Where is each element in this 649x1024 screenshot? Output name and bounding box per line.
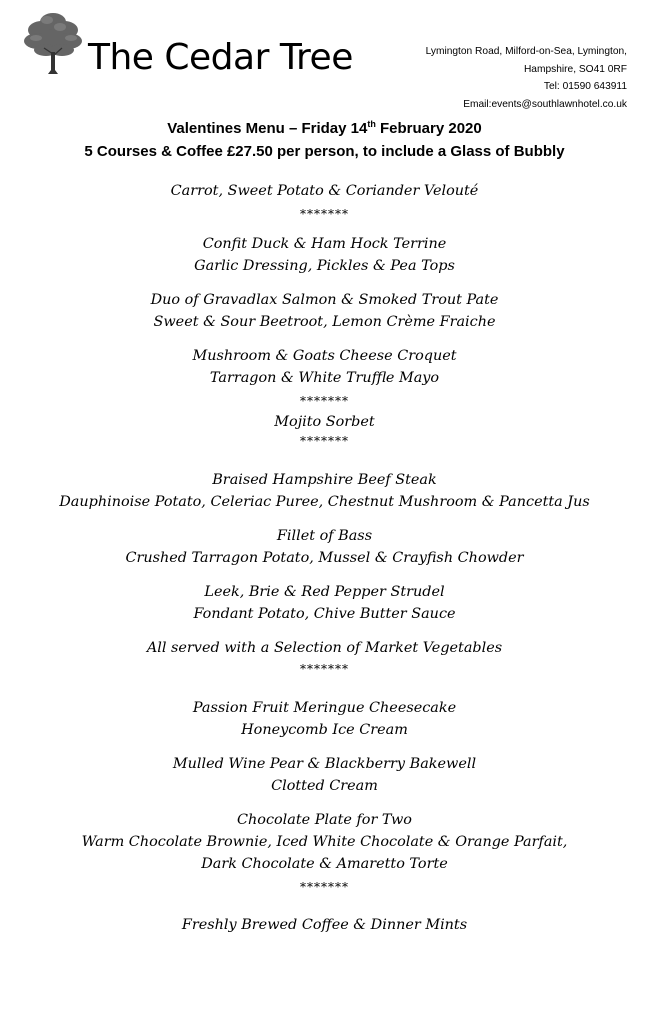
dish-detail: Warm Chocolate Brownie, Iced White Chocolate & Orange Parfait, — [81, 834, 568, 850]
dish-name: Braised Hampshire Beef Steak — [212, 472, 437, 488]
course-separator: ******* — [300, 207, 349, 221]
dish-name: Fillet of Bass — [276, 528, 373, 544]
page-header — [0, 0, 649, 112]
course-separator: ******* — [300, 394, 349, 408]
dish-name: Duo of Gravadlax Salmon & Smoked Trout Pate — [150, 292, 499, 308]
dish-name: Leek, Brie & Red Pepper Strudel — [204, 584, 445, 600]
address-line: Hampshire, SO41 0RF — [523, 63, 627, 75]
main-dish — [0, 469, 649, 513]
dish-detail: Tarragon & White Truffle Mayo — [209, 370, 440, 386]
starter-dish — [0, 233, 649, 277]
dish-name: Confit Duck & Ham Hock Terrine — [202, 236, 447, 252]
course-separator: ******* — [300, 434, 349, 448]
title-date-month: February 2020 — [375, 120, 482, 137]
mains-note: All served with a Selection of Market Vegetables — [146, 640, 503, 656]
dish-detail: Clotted Cream — [271, 778, 378, 794]
main-dish — [0, 581, 649, 625]
address-line: Lymington Road, Milford-on-Sea, Lymington, — [425, 46, 627, 57]
menu-title — [0, 117, 649, 163]
dish-detail: Dauphinoise Potato, Celeriac Puree, Chestnut Mushroom & Pancetta Jus — [59, 494, 590, 510]
dish-detail: Garlic Dressing, Pickles & Pea Tops — [194, 258, 455, 274]
dessert-dish — [0, 753, 649, 797]
title-date-prefix: Valentines Menu – Friday 14 — [167, 120, 368, 137]
coffee-course: Freshly Brewed Coffee & Dinner Mints — [181, 917, 468, 933]
starter-dish — [0, 345, 649, 389]
address-block — [426, 43, 627, 113]
dessert-dish — [0, 697, 649, 741]
dish-detail: Sweet & Sour Beetroot, Lemon Crème Fraiche — [153, 314, 496, 330]
menu-title-line-1 — [0, 117, 649, 140]
main-dish — [0, 525, 649, 569]
phone-line: Tel: 01590 643911 — [543, 81, 627, 92]
email-line: Email:events@southlawnhotel.co.uk — [463, 98, 627, 110]
dish-detail: Dark Chocolate & Amaretto Torte — [201, 856, 448, 872]
dish-detail: Honeycomb Ice Cream — [241, 722, 408, 738]
menu-body — [0, 180, 649, 936]
dish-name: Mulled Wine Pear & Blackberry Bakewell — [172, 756, 477, 772]
title-date-suffix: th — [367, 119, 376, 129]
dish-detail: Fondant Potato, Chive Butter Sauce — [193, 606, 456, 622]
starter-dish — [0, 289, 649, 333]
dish-name: Chocolate Plate for Two — [237, 812, 412, 828]
cedar-tree-logo-icon — [22, 8, 84, 74]
dish-name: Mushroom & Goats Cheese Croquet — [192, 348, 457, 364]
course-separator: ******* — [300, 662, 349, 676]
brand-name: The Cedar Tree — [88, 37, 353, 78]
soup-course: Carrot, Sweet Potato & Coriander Velouté — [170, 183, 479, 199]
course-separator: ******* — [300, 880, 349, 894]
dessert-dish — [0, 809, 649, 875]
dish-name: Passion Fruit Meringue Cheesecake — [192, 700, 457, 716]
dish-detail: Crushed Tarragon Potato, Mussel & Crayfish Chowder — [125, 550, 524, 566]
menu-title-line-2: 5 Courses & Coffee £27.50 per person, to include a Glass of Bubbly — [84, 143, 565, 160]
sorbet-course: Mojito Sorbet — [274, 414, 375, 430]
